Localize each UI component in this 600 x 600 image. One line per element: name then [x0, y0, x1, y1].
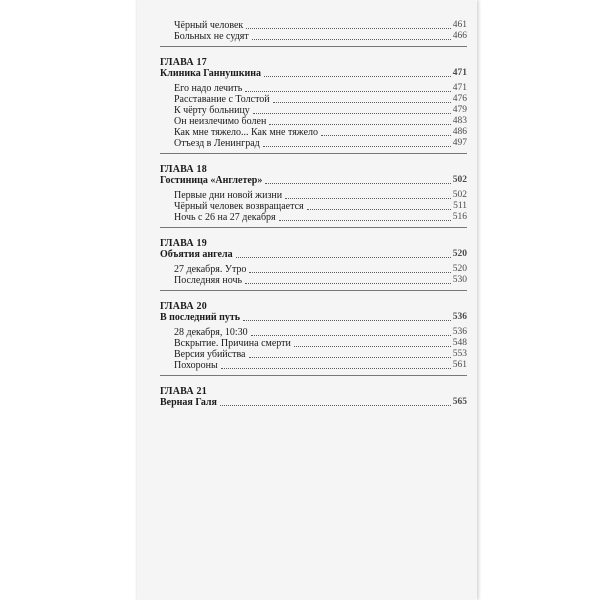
entry-title: 27 декабря. Утро [174, 264, 247, 275]
entry-page: 461 [452, 20, 467, 30]
toc-entry [160, 201, 467, 212]
toc-entry [160, 264, 467, 275]
entry-title: Отъезд в Ленинград [174, 138, 260, 149]
toc-entry [160, 105, 467, 116]
toc-entry [160, 327, 467, 338]
entry-title: 28 декабря, 10:30 [174, 327, 248, 338]
chapter-page: 565 [452, 397, 467, 407]
toc-entry [174, 31, 467, 42]
entry-title: Вскрытие. Причина смерти [174, 338, 291, 349]
dot-leader [273, 102, 451, 103]
dot-leader [279, 220, 451, 221]
entry-title: Последняя ночь [174, 275, 243, 286]
chapter-title: В последний путь [160, 312, 241, 323]
dot-leader [307, 209, 451, 210]
entry-title: Похороны [174, 360, 218, 371]
chapter-18 [160, 164, 467, 228]
dot-leader [285, 198, 451, 199]
dot-leader [251, 335, 451, 336]
entry-title: Чёрный человек возвращается [174, 201, 304, 212]
toc-entry [160, 212, 467, 223]
chapter-title-line [160, 397, 467, 408]
entry-page: 476 [452, 94, 467, 104]
dot-leader [294, 346, 451, 347]
toc-entry [160, 275, 467, 286]
toc-entry [174, 20, 467, 31]
toc-entry [160, 83, 467, 94]
entry-title: К чёрту больницу [174, 105, 250, 116]
chapter-title-line [160, 175, 467, 186]
entry-title: Как мне тяжело... Как мне тяжело [174, 127, 318, 138]
chapter-title: Верная Галя [160, 397, 217, 408]
dot-leader [245, 91, 450, 92]
chapter-title-line [160, 312, 467, 323]
chapter-label: ГЛАВА 17 [160, 57, 207, 68]
table-of-contents [160, 20, 467, 416]
entry-page: 466 [452, 31, 467, 41]
dot-leader [269, 124, 450, 125]
continued-entries [160, 20, 467, 47]
chapter-label: ГЛАВА 21 [160, 386, 207, 397]
dot-leader [253, 113, 451, 114]
dot-leader [249, 272, 450, 273]
entry-title: Ночь с 26 на 27 декабря [174, 212, 276, 223]
entry-page: 536 [452, 327, 467, 337]
chapter-17 [160, 57, 467, 154]
entry-page: 483 [452, 116, 467, 126]
toc-entry [160, 349, 467, 360]
entry-page: 479 [452, 105, 467, 115]
entry-page: 471 [452, 83, 467, 93]
entry-page: 497 [452, 138, 467, 148]
entry-title: Его надо лечить [174, 83, 243, 94]
toc-entry [160, 116, 467, 127]
chapter-title: Гостиница «Англетер» [160, 175, 263, 186]
toc-entry [160, 190, 467, 201]
chapter-title: Объятия ангела [160, 249, 233, 260]
chapter-title: Клиника Ганнушкина [160, 68, 261, 79]
entry-page: 511 [453, 201, 467, 211]
entry-title: Первые дни новой жизни [174, 190, 283, 201]
entry-page: 530 [452, 275, 467, 285]
dot-leader [246, 28, 450, 29]
toc-entry [160, 138, 467, 149]
entry-page: 520 [452, 264, 467, 274]
chapter-label: ГЛАВА 18 [160, 164, 207, 175]
dot-leader [245, 283, 451, 284]
dot-leader [252, 39, 451, 40]
dot-leader [236, 257, 451, 258]
entry-page: 553 [452, 349, 467, 359]
toc-entry [160, 338, 467, 349]
dot-leader [265, 183, 450, 184]
dot-leader [221, 368, 451, 369]
entry-title: Больных не судят [174, 31, 249, 42]
chapter-label: ГЛАВА 20 [160, 301, 207, 312]
entry-title: Версия убийства [174, 349, 246, 360]
entry-page: 548 [452, 338, 467, 348]
toc-entry [160, 94, 467, 105]
dot-leader [264, 76, 451, 77]
chapter-20 [160, 301, 467, 376]
toc-entry [160, 360, 467, 371]
entry-page: 516 [452, 212, 467, 222]
chapter-page: 502 [452, 175, 467, 185]
chapter-19 [160, 238, 467, 291]
dot-leader [263, 146, 451, 147]
entry-page: 561 [452, 360, 467, 370]
dot-leader [220, 405, 451, 406]
chapter-21 [160, 386, 467, 416]
entry-page: 502 [452, 190, 467, 200]
chapter-title-line [160, 68, 467, 79]
chapter-page: 520 [452, 249, 467, 259]
dot-leader [249, 357, 451, 358]
dot-leader [321, 135, 451, 136]
chapter-title-line [160, 249, 467, 260]
chapter-label: ГЛАВА 19 [160, 238, 207, 249]
entry-title: Чёрный человек [174, 20, 244, 31]
entry-title: Расставание с Толстой [174, 94, 270, 105]
chapter-page: 536 [452, 312, 467, 322]
entry-title: Он неизлечимо болен [174, 116, 267, 127]
toc-entry [160, 127, 467, 138]
chapter-page: 471 [452, 68, 467, 78]
dot-leader [243, 320, 451, 321]
entry-page: 486 [452, 127, 467, 137]
